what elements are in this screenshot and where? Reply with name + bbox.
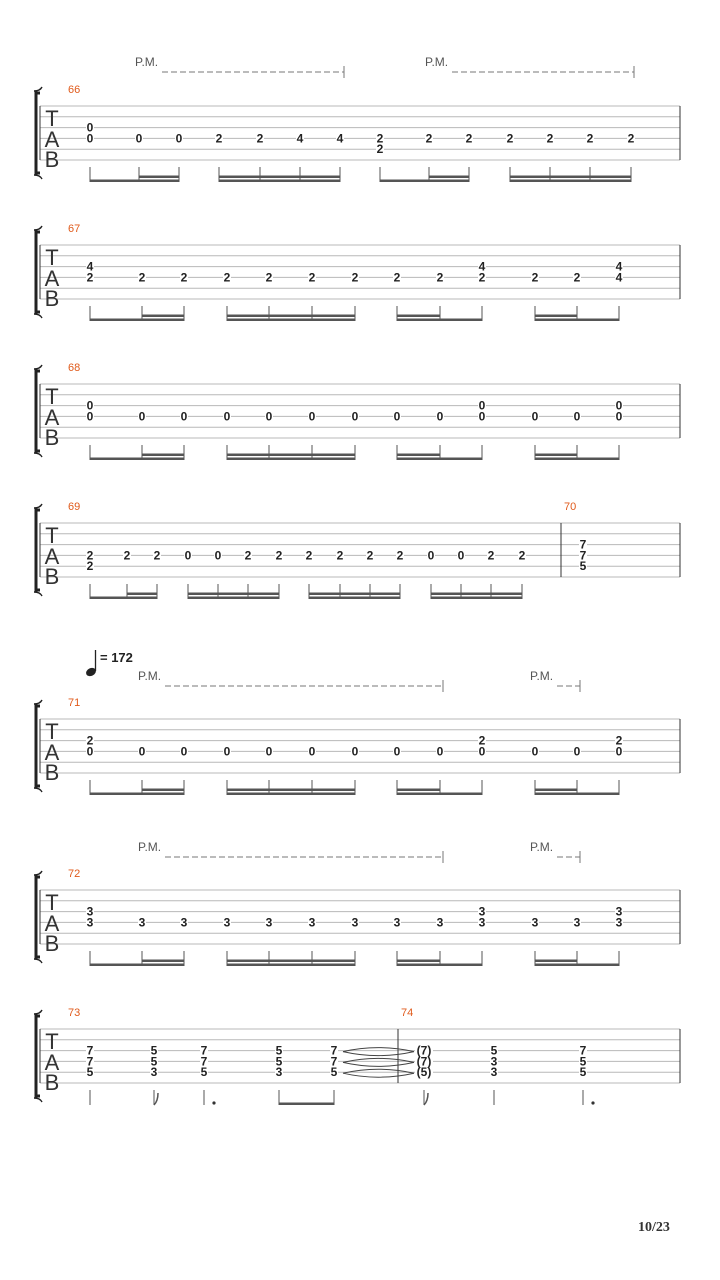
sixteenth-beam (142, 960, 184, 963)
dot (212, 1101, 215, 1104)
fret-number: 2 (436, 270, 444, 285)
fret-number: 2 (86, 270, 94, 285)
fret-number: 0 (86, 131, 94, 146)
fret-number: 0 (393, 409, 401, 424)
fret-number: 2 (305, 548, 313, 563)
fret-number: 0 (478, 398, 486, 413)
fret-number: 2 (586, 131, 594, 146)
sixteenth-beam (535, 960, 577, 963)
sixteenth-beam (219, 176, 340, 179)
sixteenth-beam (227, 789, 355, 792)
fret-number: 5 (579, 559, 587, 574)
system-bracket (36, 371, 40, 451)
fret-number: 0 (615, 409, 623, 424)
measure-number: 68 (68, 362, 81, 374)
dot (591, 1101, 594, 1104)
fret-number: 0 (135, 131, 143, 146)
fret-number: 3 (138, 915, 146, 930)
measure-number: 70 (564, 501, 577, 513)
fret-number: 0 (436, 744, 444, 759)
fret-number: 3 (531, 915, 539, 930)
tab-clef-letter: T (45, 719, 59, 744)
fret-number: 2 (366, 548, 374, 563)
eighth-beam (227, 319, 355, 322)
tie (343, 1062, 414, 1066)
fret-number: 0 (214, 548, 222, 563)
eighth-beam (227, 458, 355, 461)
eighth-beam (188, 597, 279, 600)
eighth-flag (154, 1093, 158, 1105)
eighth-beam (397, 458, 482, 461)
fret-number: 7 (86, 1054, 94, 1069)
fret-number: 2 (376, 131, 384, 146)
fret-number: 3 (86, 904, 94, 919)
sixteenth-beam (127, 593, 157, 596)
fret-number: 0 (86, 744, 94, 759)
fret-number: 0 (427, 548, 435, 563)
eighth-beam (397, 793, 482, 796)
eighth-beam (397, 319, 482, 322)
fret-number: 2 (573, 270, 581, 285)
palm-mute-label: P.M. (138, 669, 162, 683)
sixteenth-beam (510, 176, 631, 179)
fret-number: 7 (330, 1054, 338, 1069)
sixteenth-beam (227, 454, 355, 457)
eighth-beam (90, 458, 184, 461)
fret-number: 2 (478, 270, 486, 285)
tab-clef-letter: A (44, 544, 60, 569)
eighth-beam (510, 180, 631, 183)
fret-number: 3 (308, 915, 316, 930)
fret-number: 7 (86, 1043, 94, 1058)
fret-number: 5 (200, 1065, 208, 1080)
fret-number: 3 (180, 915, 188, 930)
tie (343, 1052, 414, 1056)
tab-clef-letter: A (44, 127, 60, 152)
fret-number: (7) (416, 1043, 432, 1058)
fret-number: 2 (465, 131, 473, 146)
fret-number: 4 (296, 131, 304, 146)
fret-number: 0 (351, 409, 359, 424)
sixteenth-beam (397, 454, 440, 457)
tab-clef-letter: T (45, 523, 59, 548)
fret-number: 2 (215, 131, 223, 146)
fret-number: 4 (336, 131, 344, 146)
fret-number: 0 (180, 744, 188, 759)
fret-number: 3 (490, 1065, 498, 1080)
fret-number: 0 (457, 548, 465, 563)
fret-number: 0 (308, 744, 316, 759)
fret-number: 0 (436, 409, 444, 424)
tab-clef-letter: B (44, 147, 60, 172)
fret-number: 0 (573, 409, 581, 424)
eighth-beam (397, 964, 482, 967)
sixteenth-beam (139, 176, 179, 179)
fret-number: (7) (416, 1054, 432, 1069)
fret-number: 2 (518, 548, 526, 563)
fret-number: 7 (579, 1043, 587, 1058)
fret-number: 3 (393, 915, 401, 930)
fret-number: 2 (86, 548, 94, 563)
system-bracket (36, 232, 40, 312)
eighth-beam (535, 319, 619, 322)
measure-number: 74 (401, 1007, 414, 1019)
fret-number: 5 (275, 1043, 283, 1058)
system-bracket (36, 510, 40, 590)
fret-number: 2 (425, 131, 433, 146)
measure-number: 67 (68, 223, 81, 235)
fret-number: 5 (579, 1065, 587, 1080)
eighth-beam (219, 180, 340, 183)
sixteenth-beam (227, 315, 355, 318)
fret-number: 2 (615, 733, 623, 748)
system-bracket (36, 706, 40, 786)
tab-clef-letter: T (45, 890, 59, 915)
fret-number: 3 (223, 915, 231, 930)
fret-number: 2 (180, 270, 188, 285)
palm-mute-label: P.M. (135, 55, 159, 69)
measure-number: 69 (68, 501, 81, 513)
tab-clef-letter: T (45, 1029, 59, 1054)
fret-number: 2 (244, 548, 252, 563)
eighth-beam (227, 793, 355, 796)
eighth-beam (535, 793, 619, 796)
fret-number: 0 (351, 744, 359, 759)
fret-number: 2 (308, 270, 316, 285)
fret-number: 0 (615, 398, 623, 413)
fret-number: 0 (265, 409, 273, 424)
tab-clef-letter: B (44, 564, 60, 589)
fret-number: 7 (200, 1043, 208, 1058)
fret-number: 2 (627, 131, 635, 146)
fret-number: 4 (86, 259, 94, 274)
fret-number: 0 (615, 744, 623, 759)
eighth-beam (279, 1103, 334, 1106)
sixteenth-beam (142, 789, 184, 792)
eighth-beam (90, 319, 184, 322)
sixteenth-beam (188, 593, 279, 596)
fret-number: 2 (531, 270, 539, 285)
tie (343, 1073, 414, 1077)
tab-clef-letter: T (45, 245, 59, 270)
tab-clef-letter: A (44, 266, 60, 291)
sixteenth-beam (397, 315, 440, 318)
fret-number: 5 (275, 1054, 283, 1069)
eighth-beam (535, 964, 619, 967)
fret-number: 4 (615, 259, 623, 274)
fret-number: 0 (478, 409, 486, 424)
fret-number: 2 (153, 548, 161, 563)
eighth-beam (90, 793, 184, 796)
fret-number: 0 (138, 409, 146, 424)
tab-clef-letter: A (44, 405, 60, 430)
system-bracket (36, 877, 40, 957)
eighth-beam (380, 180, 469, 183)
fret-number: 0 (86, 398, 94, 413)
measure-number: 73 (68, 1007, 81, 1019)
fret-number: 0 (573, 744, 581, 759)
fret-number: 0 (175, 131, 183, 146)
fret-number: 0 (393, 744, 401, 759)
tab-clef-letter: T (45, 384, 59, 409)
fret-number: 2 (275, 548, 283, 563)
tab-clef-letter: A (44, 740, 60, 765)
fret-number: 3 (615, 904, 623, 919)
sixteenth-beam (535, 789, 577, 792)
fret-number: 0 (86, 409, 94, 424)
fret-number: 0 (223, 409, 231, 424)
measure-number: 66 (68, 84, 81, 96)
eighth-beam (90, 597, 157, 600)
fret-number: 3 (436, 915, 444, 930)
fret-number: 2 (265, 270, 273, 285)
eighth-beam (90, 964, 184, 967)
tempo-value: = 172 (100, 650, 133, 665)
tab-clef-letter: B (44, 760, 60, 785)
fret-number: 3 (478, 915, 486, 930)
fret-number: 3 (86, 915, 94, 930)
sixteenth-beam (535, 454, 577, 457)
fret-number: 3 (490, 1054, 498, 1069)
fret-number: 2 (376, 142, 384, 157)
fret-number: 2 (487, 548, 495, 563)
fret-number: 0 (531, 409, 539, 424)
fret-number: 2 (86, 733, 94, 748)
system-bracket (36, 1016, 40, 1096)
fret-number: 7 (579, 548, 587, 563)
fret-number: 0 (223, 744, 231, 759)
fret-number: 3 (478, 904, 486, 919)
fret-number: 3 (351, 915, 359, 930)
sixteenth-beam (142, 315, 184, 318)
fret-number: 2 (351, 270, 359, 285)
tab-clef-letter: A (44, 911, 60, 936)
fret-number: 5 (86, 1065, 94, 1080)
fret-number: 3 (573, 915, 581, 930)
tab-clef-letter: B (44, 931, 60, 956)
fret-number: 5 (150, 1043, 158, 1058)
sixteenth-beam (535, 315, 577, 318)
fret-number: 2 (336, 548, 344, 563)
fret-number: 3 (615, 915, 623, 930)
fret-number: 2 (506, 131, 514, 146)
fret-number: 7 (200, 1054, 208, 1069)
fret-number: 2 (86, 559, 94, 574)
sixteenth-beam (397, 960, 440, 963)
palm-mute-label: P.M. (530, 840, 554, 854)
fret-number: 3 (275, 1065, 283, 1080)
fret-number: 0 (138, 744, 146, 759)
eighth-beam (90, 180, 179, 183)
fret-number: 2 (256, 131, 264, 146)
staff-system (34, 87, 680, 182)
measure-number: 71 (68, 697, 81, 709)
fret-number: 3 (265, 915, 273, 930)
eighth-flag (424, 1093, 428, 1105)
eighth-beam (431, 597, 522, 600)
fret-number: 7 (330, 1043, 338, 1058)
sixteenth-beam (429, 176, 469, 179)
tab-clef-letter: B (44, 286, 60, 311)
tab-clef-letter: B (44, 425, 60, 450)
fret-number: 2 (123, 548, 131, 563)
fret-number: 5 (150, 1054, 158, 1069)
fret-number: 0 (308, 409, 316, 424)
sixteenth-beam (227, 960, 355, 963)
fret-number: 2 (223, 270, 231, 285)
palm-mute-label: P.M. (425, 55, 449, 69)
tab-clef-letter: A (44, 1050, 60, 1075)
fret-number: 5 (330, 1065, 338, 1080)
fret-number: 2 (478, 733, 486, 748)
sixteenth-beam (397, 789, 440, 792)
palm-mute-label: P.M. (138, 840, 162, 854)
fret-number: 0 (180, 409, 188, 424)
fret-number: 2 (546, 131, 554, 146)
fret-number: 2 (393, 270, 401, 285)
fret-number: 2 (138, 270, 146, 285)
fret-number: 0 (86, 120, 94, 135)
fret-number: 0 (531, 744, 539, 759)
fret-number: 2 (396, 548, 404, 563)
sixteenth-beam (142, 454, 184, 457)
fret-number: 0 (184, 548, 192, 563)
tab-clef-letter: B (44, 1070, 60, 1095)
fret-number: 4 (615, 270, 623, 285)
eighth-beam (535, 458, 619, 461)
fret-number: 5 (579, 1054, 587, 1069)
fret-number: (5) (416, 1065, 432, 1080)
eighth-beam (227, 964, 355, 967)
fret-number: 0 (478, 744, 486, 759)
palm-mute-label: P.M. (530, 669, 554, 683)
page-number: 10/23 (638, 1220, 670, 1235)
sixteenth-beam (431, 593, 522, 596)
fret-number: 3 (150, 1065, 158, 1080)
system-bracket (36, 93, 40, 173)
fret-number: 4 (478, 259, 486, 274)
sixteenth-beam (309, 593, 400, 596)
measure-number: 72 (68, 868, 81, 880)
fret-number: 5 (490, 1043, 498, 1058)
tab-clef-letter: T (45, 106, 59, 131)
fret-number: 0 (265, 744, 273, 759)
eighth-beam (309, 597, 400, 600)
fret-number: 7 (579, 537, 587, 552)
